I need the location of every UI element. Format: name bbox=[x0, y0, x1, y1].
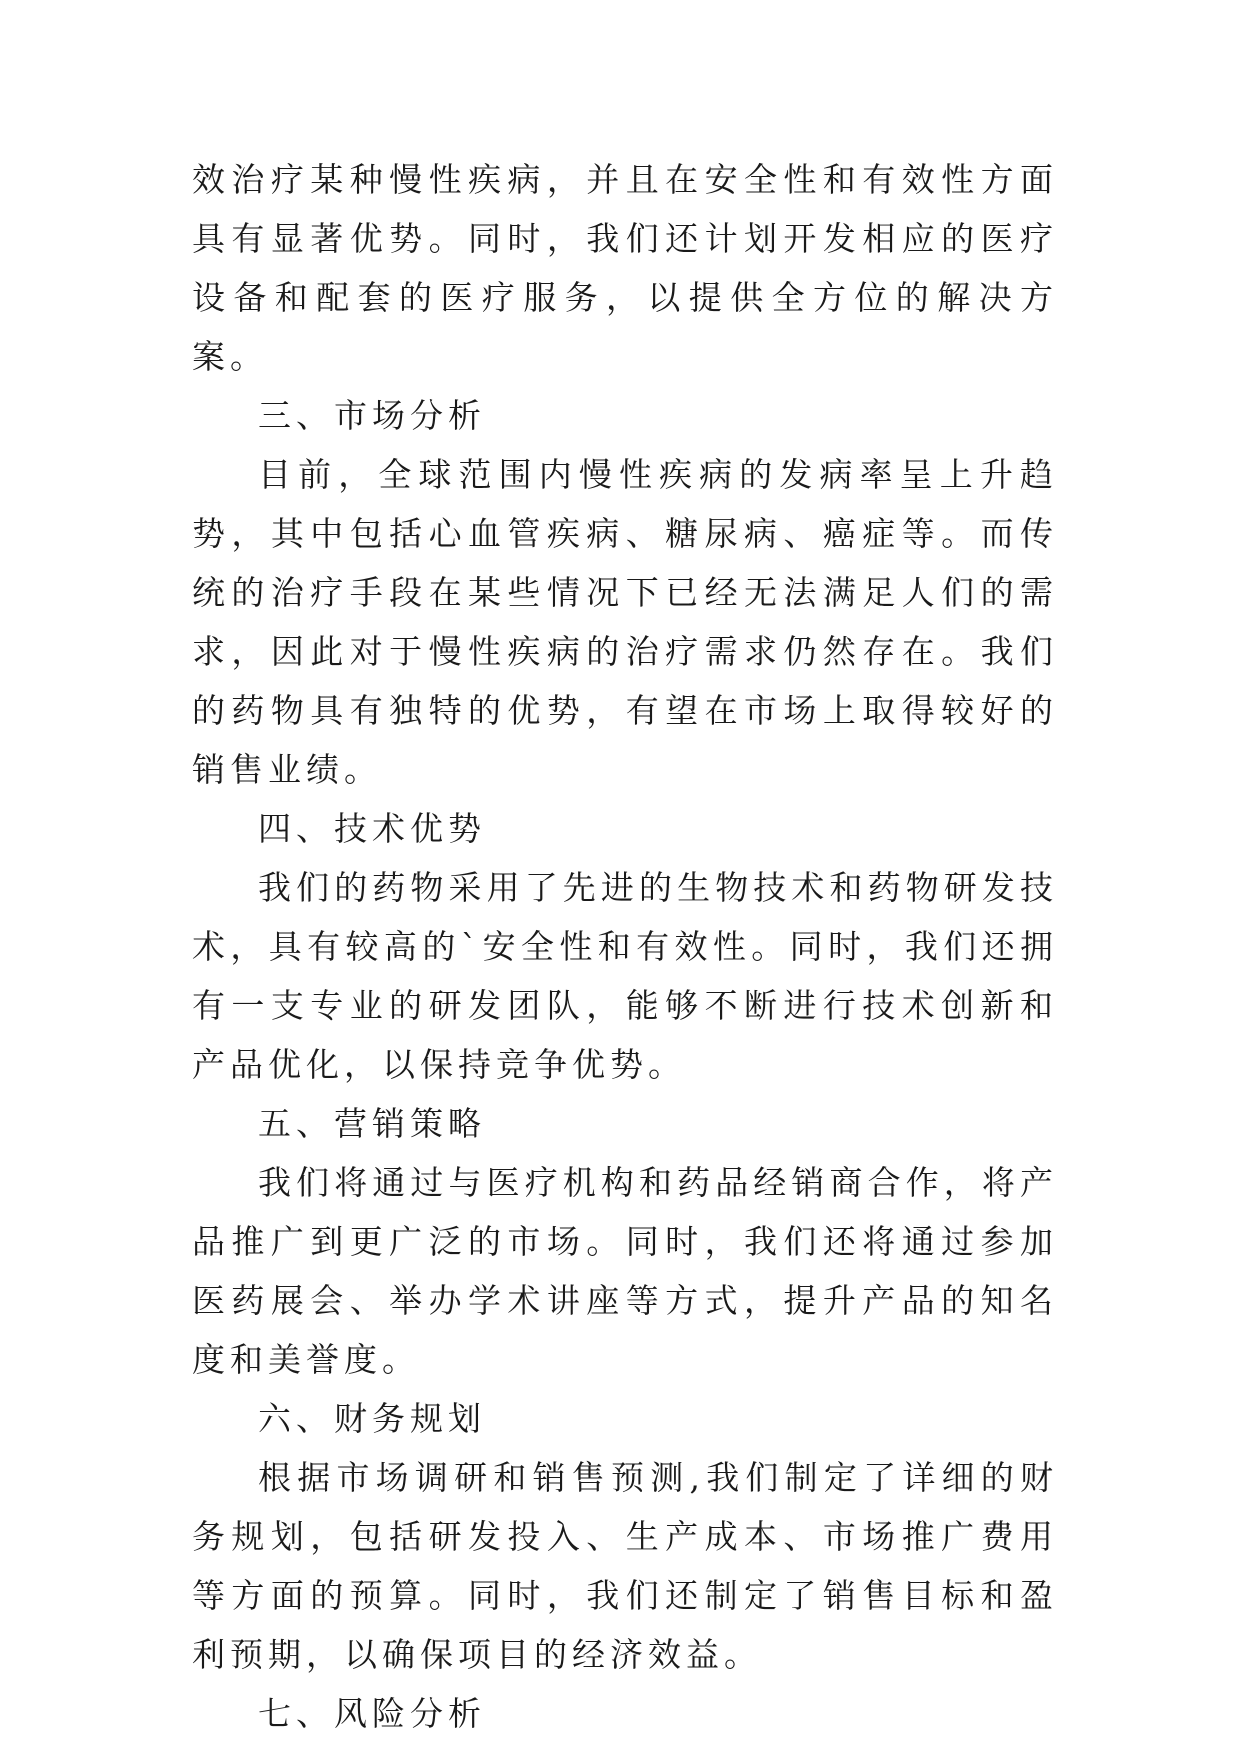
paragraph-technical-advantage: 我们的药物采用了先进的生物技术和药物研发技术，具有较高的`安全性和有效性。同时，我们还拥有一支专业的研发团队，能够不断进行技术创新和产品优化，以保持竞争优势。 bbox=[192, 868, 1058, 1084]
paragraph-financial-planning: 根据市场调研和销售预测,我们制定了详细的财务规划，包括研发投入、生产成本、市场推广费用等方面的预算。同时，我们还制定了销售目标和盈利预期，以确保项目的经济效益。 bbox=[192, 1458, 1058, 1674]
section-heading-marketing-strategy: 五、营销策略 bbox=[258, 1104, 486, 1143]
section-heading-risk-analysis: 七、风险分析 bbox=[258, 1694, 486, 1733]
section-heading-technical-advantage: 四、技术优势 bbox=[258, 809, 486, 848]
paragraph-market-analysis: 目前，全球范围内慢性疾病的发病率呈上升趋势，其中包括心血管疾病、糖尿病、癌症等。而传统的治疗手段在某些情况下已经无法满足人们的需求，因此对于慢性疾病的治疗需求仍然存在。我们的药物具有独特的优势，有望在市场上取得较好的销售业绩。 bbox=[192, 455, 1058, 789]
section-heading-financial-planning: 六、财务规划 bbox=[258, 1399, 486, 1438]
paragraph-marketing-strategy: 我们将通过与医疗机构和药品经销商合作，将产品推广到更广泛的市场。同时，我们还将通过参加医药展会、举办学术讲座等方式，提升产品的知名度和美誉度。 bbox=[192, 1163, 1058, 1379]
section-heading-market-analysis: 三、市场分析 bbox=[258, 396, 486, 435]
paragraph-continuation: 效治疗某种慢性疾病，并且在安全性和有效性方面具有显著优势。同时，我们还计划开发相应的医疗设备和配套的医疗服务，以提供全方位的解决方案。 bbox=[192, 160, 1058, 376]
document-body bbox=[192, 150, 1058, 1743]
